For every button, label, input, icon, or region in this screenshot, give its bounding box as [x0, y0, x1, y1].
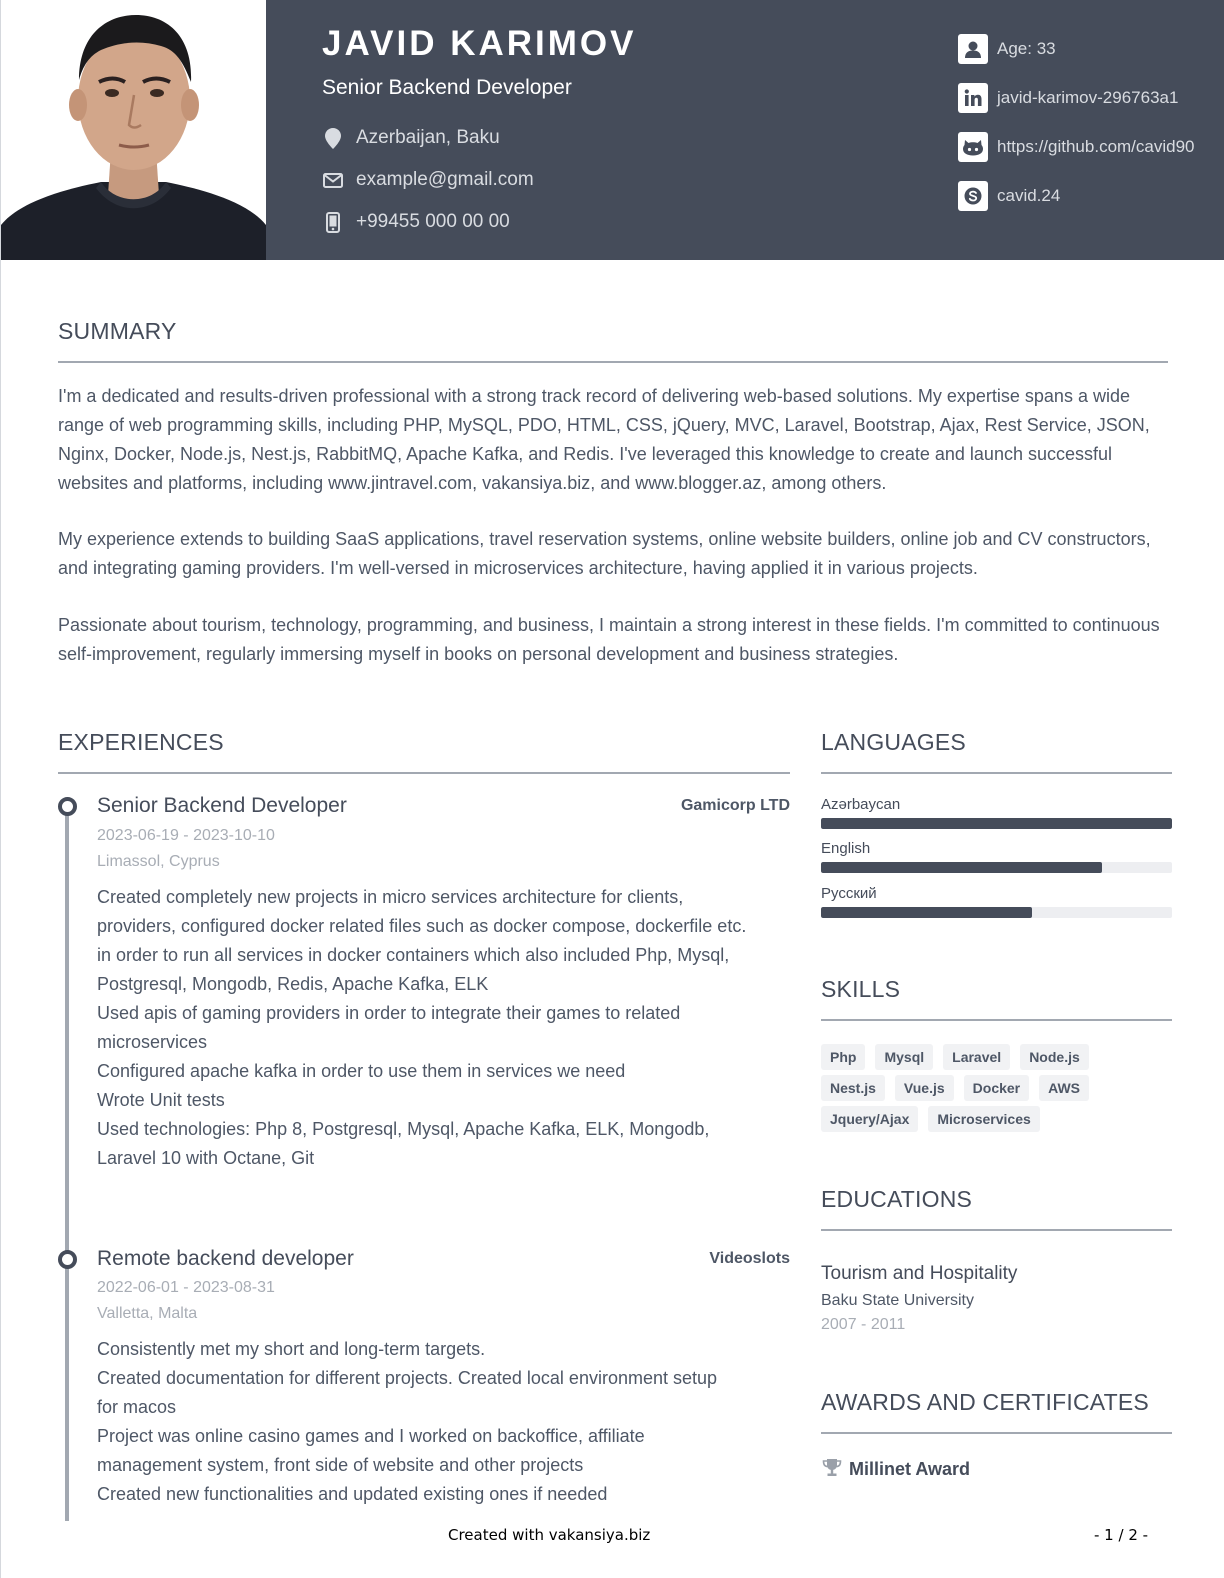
github-row	[958, 132, 1195, 162]
job-dates: 2023-06-19 - 2023-10-10	[97, 827, 275, 844]
summary-paragraph-2: My experience extends to building SaaS applications, travel reservation systems, online website builders, online job and CV constructors, and integrating gaming providers. I'm well-versed in microservices architecture, having applied it in various projects.	[58, 529, 1151, 578]
job-description-line: Configured apache kafka in order to use them in services we need	[97, 1061, 626, 1081]
phone-text: +99455 000 00 00	[356, 211, 510, 232]
skill-tag: Node.js	[1020, 1044, 1089, 1070]
trophy-icon	[821, 1456, 843, 1483]
age-row	[958, 34, 1056, 64]
skill-tag: Mysql	[875, 1044, 933, 1070]
language-level-fill	[821, 862, 1102, 873]
experiences-title: EXPERIENCES	[58, 729, 224, 755]
job-description-line: Wrote Unit tests	[97, 1090, 225, 1110]
skill-tag: Microservices	[928, 1106, 1039, 1132]
job-description-line: Used apis of gaming providers in order to integrate their games to related	[97, 1003, 681, 1023]
languages-divider	[821, 772, 1172, 774]
skype-icon	[958, 181, 988, 211]
language-name: Azərbaycan	[821, 796, 901, 813]
education-degree: Tourism and Hospitality	[821, 1263, 1018, 1284]
page-number: - 1 / 2 -	[1094, 1526, 1149, 1544]
job-description-line: in order to run all services in docker containers which also included Php, Mysql,	[97, 945, 730, 965]
candidate-role: Senior Backend Developer	[322, 76, 572, 99]
summary-divider	[58, 361, 1168, 363]
award-item	[821, 1456, 970, 1483]
language-level-bar	[821, 862, 1172, 873]
job-title: Remote backend developer	[97, 1247, 354, 1270]
skill-tag: Vue.js	[895, 1075, 954, 1101]
skill-tag: Jquery/Ajax	[821, 1106, 918, 1132]
phone-icon	[322, 211, 344, 233]
skill-tag: Docker	[964, 1075, 1029, 1101]
job-description-line: Consistently met my short and long-term targets.	[97, 1339, 486, 1359]
awards-title: AWARDS AND CERTIFICATES	[821, 1389, 1149, 1415]
linkedin-row	[958, 83, 1178, 113]
job-location: Valletta, Malta	[97, 1305, 198, 1322]
job-description-line: Created documentation for different projects. Created local environment setup	[97, 1368, 718, 1388]
language-name: Русский	[821, 885, 877, 902]
footer-credit[interactable]: Created with vakansiya.biz	[448, 1526, 651, 1544]
language-level-bar	[821, 907, 1172, 918]
job-title: Senior Backend Developer	[97, 794, 347, 817]
job-description-line: management system, front side of website and other projects	[97, 1455, 584, 1475]
skype-text[interactable]: cavid.24	[997, 186, 1061, 205]
educations-title: EDUCATIONS	[821, 1186, 973, 1212]
email-link[interactable]: example@gmail.com	[356, 169, 534, 190]
job-description	[97, 1335, 797, 1509]
job-description-line: providers, configured docker related files such as docker compose, dockerfile etc.	[97, 916, 747, 936]
language-level-bar	[821, 818, 1172, 829]
educations-divider	[821, 1229, 1172, 1231]
github-link[interactable]: https://github.com/cavid90	[997, 137, 1195, 156]
job-description-line: Used technologies: Php 8, Postgresql, Mysql, Apache Kafka, ELK, Mongodb,	[97, 1119, 710, 1139]
skype-row	[958, 181, 1060, 211]
summary-title: SUMMARY	[58, 318, 177, 344]
awards-divider	[821, 1432, 1172, 1434]
timeline-dot	[58, 797, 77, 816]
candidate-name: JAVID KARIMOV	[322, 24, 637, 63]
skills-list	[821, 1044, 1181, 1137]
education-years: 2007 - 2011	[821, 1316, 906, 1333]
languages-title: LANGUAGES	[821, 729, 966, 755]
location-text: Azerbaijan, Baku	[356, 127, 500, 148]
job-description-line: for macos	[97, 1397, 177, 1417]
job-description	[97, 883, 797, 1173]
location-row	[322, 127, 500, 149]
summary-paragraph-3: Passionate about tourism, technology, programming, and business, I maintain a strong interest in these fields. I'm committed to continuous self-improvement, regularly immersing myself in books on personal development and business strategies.	[58, 615, 1160, 664]
language-name: English	[821, 840, 871, 857]
skill-tag: Nest.js	[821, 1075, 885, 1101]
linkedin-link[interactable]: javid-karimov-296763a1	[997, 88, 1179, 107]
envelope-icon	[322, 169, 344, 191]
github-icon	[958, 132, 988, 162]
summary-paragraph-1: I'm a dedicated and results-driven professional with a strong track record of delivering web-based solutions. My expertise spans a wide range of web programming skills, including PHP, MySQL, PDO, HTML, CSS, jQuery, MVC, Laravel, Bootstrap, Ajax, Rest Service, JSON, Nginx, Docker, Node.js, Nest.js, RabbitMQ, Apache Kafka, and Redis. I've leveraged this knowledge to create and launch successful websites and platforms, including www.jintravel.com, vakansiya.biz, and www.blogger.az, among others.	[58, 386, 1150, 493]
award-name: Millinet Award	[849, 1459, 971, 1479]
email-row	[322, 169, 534, 191]
job-description-line: Laravel 10 with Octane, Git	[97, 1148, 315, 1168]
job-description-line: Postgresql, Mongodb, Redis, Apache Kafka, ELK	[97, 974, 489, 994]
location-pin-icon	[322, 127, 344, 149]
resume-header	[1, 0, 1224, 260]
job-description-line: microservices	[97, 1032, 208, 1052]
skills-title: SKILLS	[821, 976, 901, 1002]
language-level-fill	[821, 818, 1172, 829]
user-icon	[958, 34, 988, 64]
education-school: Baku State University	[821, 1292, 974, 1309]
job-company: Gamicorp LTD	[680, 797, 790, 814]
job-dates: 2022-06-01 - 2023-08-31	[97, 1279, 275, 1296]
skill-tag: AWS	[1039, 1075, 1089, 1101]
timeline-bar	[65, 808, 69, 1521]
job-description-line: Created completely new projects in micro services architecture for clients,	[97, 887, 684, 907]
age-text: Age: 33	[997, 39, 1056, 58]
experiences-divider	[58, 772, 790, 774]
job-description-line: Created new functionalities and updated existing ones if needed	[97, 1484, 608, 1504]
profile-photo	[1, 0, 266, 260]
job-company: Videoslots	[709, 1250, 790, 1267]
skill-tag: Php	[821, 1044, 865, 1070]
job-description-line: Project was online casino games and I worked on backoffice, affiliate	[97, 1426, 645, 1446]
skills-divider	[821, 1019, 1172, 1021]
skill-tag: Laravel	[943, 1044, 1010, 1070]
job-location: Limassol, Cyprus	[97, 853, 220, 870]
phone-row	[322, 211, 510, 233]
timeline-dot	[58, 1250, 77, 1269]
language-level-fill	[821, 907, 1032, 918]
linkedin-icon	[958, 83, 988, 113]
